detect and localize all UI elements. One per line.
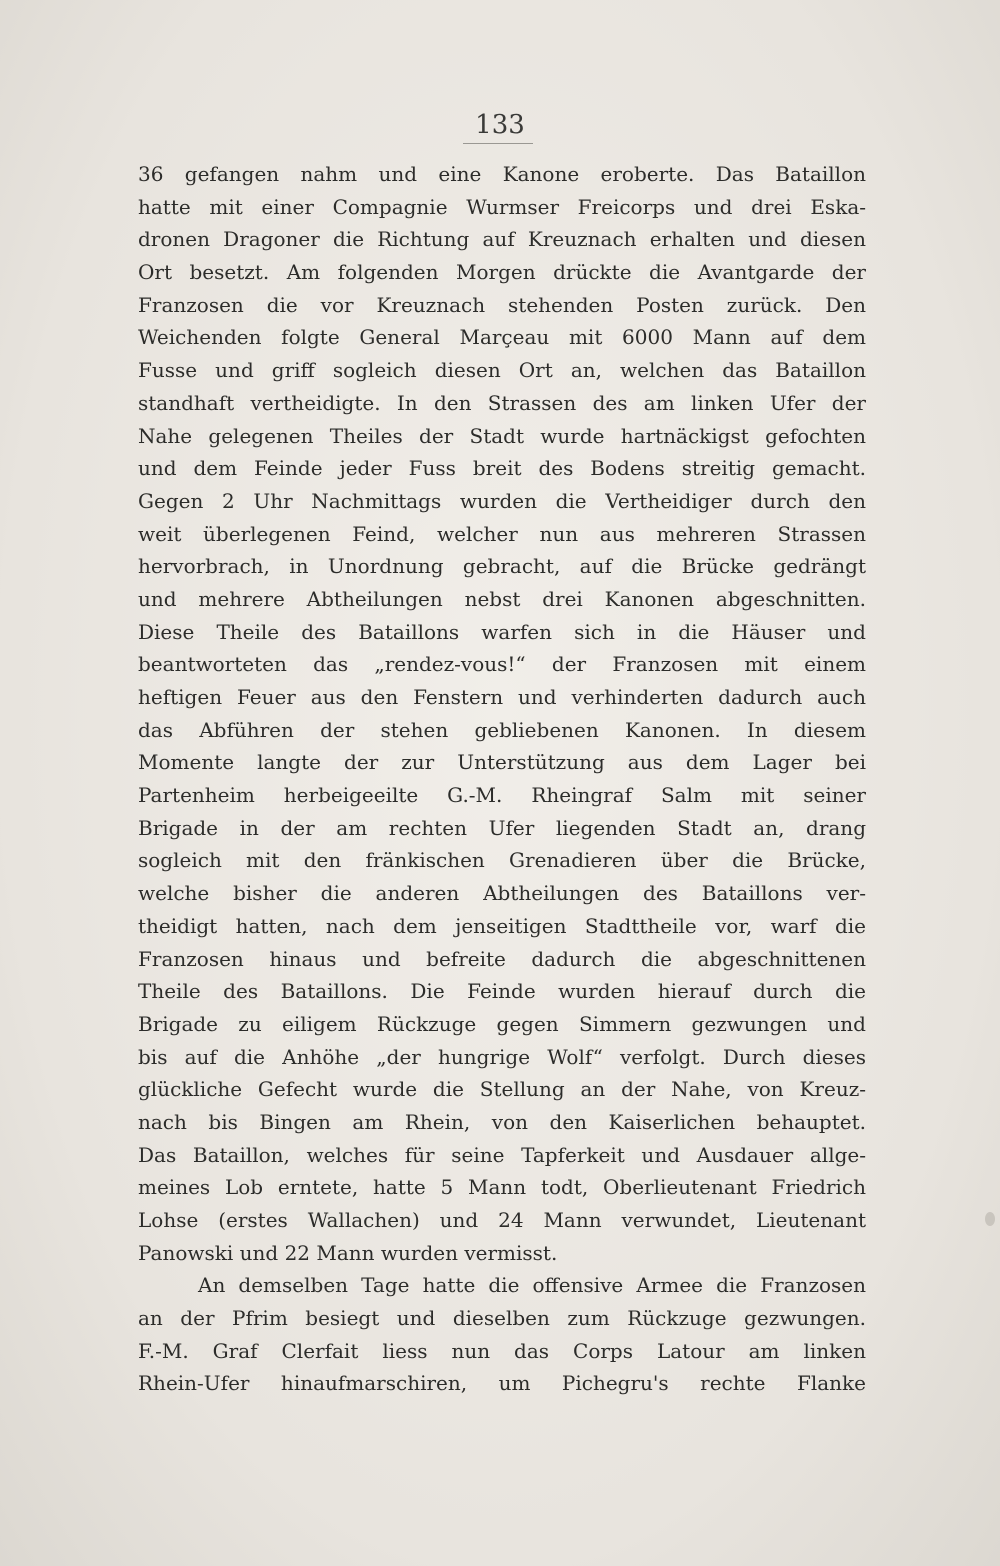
text-line: und dem Feinde jeder Fuss breit des Bodens streitig gemacht. [138, 456, 866, 481]
text-line: bis auf die Anhöhe „der hungrige Wolf“ verfolgt. Durch dieses [138, 1044, 866, 1069]
text-line: an der Pfrim besiegt und dieselben zum Rückzuge gezwungen. [138, 1306, 866, 1331]
text-line: Brigade zu eiligem Rückzuge gegen Simmern gezwungen und [138, 1011, 866, 1036]
text-line: Nahe gelegenen Theiles der Stadt wurde hartnäckigst gefochten [138, 423, 866, 448]
page-number-rule [463, 143, 533, 144]
text-line: Franzosen hinaus und befreite dadurch die abgeschnittenen [138, 946, 866, 971]
text-line: Diese Theile des Bataillons warfen sich in die Häuser und [138, 619, 866, 644]
text-line: Ort besetzt. Am folgenden Morgen drückte die Avantgarde der [138, 260, 866, 285]
text-line: Weichenden folgte General Marçeau mit 6000 Mann auf dem [138, 325, 866, 350]
text-line: das Abführen der stehen gebliebenen Kanonen. In diesem [138, 717, 866, 742]
text-line: glückliche Gefecht wurde die Stellung an der Nahe, von Kreuz- [138, 1077, 866, 1102]
text-line: Das Bataillon, welches für seine Tapferkeit und Ausdauer allge- [138, 1142, 866, 1167]
text-line: theidigt hatten, nach dem jenseitigen Stadttheile vor, warf die [138, 913, 866, 938]
text-line: Panowski und 22 Mann wurden vermisst. [138, 1240, 558, 1265]
text-line: beantworteten das „rendez-vous!“ der Franzosen mit einem [138, 652, 866, 677]
text-line: 36 gefangen nahm und eine Kanone eroberte. Das Bataillon [138, 162, 866, 186]
text-line: und mehrere Abtheilungen nebst drei Kanonen abgeschnitten. [138, 586, 866, 611]
text-line: Partenheim herbeigeeilte G.-M. Rheingraf Salm mit seiner [138, 783, 866, 808]
text-line: hervorbrach, in Unordnung gebracht, auf die Brücke gedrängt [138, 554, 866, 579]
text-line: F.-M. Graf Clerfait liess nun das Corps Latour am linken [138, 1338, 866, 1363]
text-line: hatte mit einer Compagnie Wurmser Freicorps und drei Eska- [138, 194, 866, 219]
text-line: Momente langte der zur Unterstützung aus dem Lager bei [138, 750, 866, 775]
text-line: sogleich mit den fränkischen Grenadieren über die Brücke, [138, 848, 866, 873]
body-text [138, 158, 866, 1400]
text-line: heftigen Feuer aus den Fenstern und verhinderten dadurch auch [138, 685, 866, 709]
text-line: Fusse und griff sogleich diesen Ort an, welchen das Bataillon [138, 358, 866, 383]
text-line: Lohse (erstes Wallachen) und 24 Mann verwundet, Lieutenant [138, 1208, 866, 1232]
text-line: Gegen 2 Uhr Nachmittags wurden die Vertheidiger durch den [138, 488, 866, 513]
text-line: welche bisher die anderen Abtheilungen des Bataillons ver- [138, 881, 866, 906]
text-line: dronen Dragoner die Richtung auf Kreuznach erhalten und diesen [138, 227, 866, 252]
page-number: 133 [475, 110, 525, 140]
text-line: Theile des Bataillons. Die Feinde wurden hierauf durch die [138, 979, 866, 1004]
text-line: Rhein-Ufer hinaufmarschiren, um Pichegru's rechte Flanke [138, 1371, 866, 1396]
paper-blemish [985, 1212, 995, 1226]
text-line: nach bis Bingen am Rhein, von den Kaiserlichen behauptet. [138, 1109, 866, 1134]
text-line: weit überlegenen Feind, welcher nun aus mehreren Strassen [138, 521, 866, 546]
text-line: standhaft vertheidigte. In den Strassen des am linken Ufer der [138, 390, 866, 415]
text-line: Brigade in der am rechten Ufer liegenden Stadt an, drang [138, 815, 866, 840]
text-line: An demselben Tage hatte die offensive Armee die Franzosen [198, 1273, 866, 1298]
text-line: meines Lob erntete, hatte 5 Mann todt, Oberlieutenant Friedrich [138, 1175, 866, 1200]
text-line: Franzosen die vor Kreuznach stehenden Posten zurück. Den [138, 292, 866, 317]
